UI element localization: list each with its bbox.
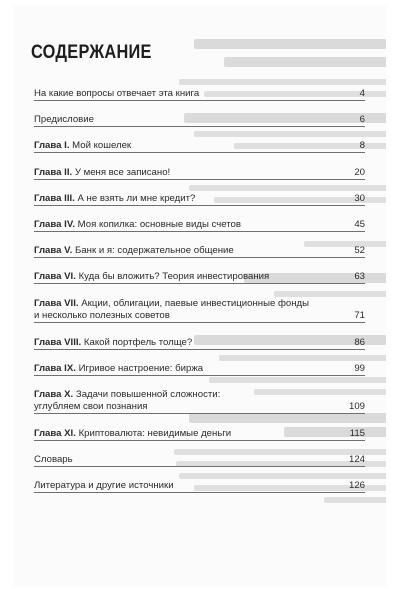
entry-title: Криптовалюта: невидимые деньги [75,427,232,439]
entry-page-number: 126 [348,480,365,492]
entry-chapter: Глава IV. [34,218,76,230]
entry-page-number: 20 [354,166,365,178]
entry-chapter: Глава II. [34,166,73,178]
entry-page-number: 124 [348,454,365,466]
entry-label-line [34,88,345,100]
entry-chapter: Глава VI. [34,271,76,283]
entry-title: На какие вопросы отвечает эта книга [34,88,200,99]
entry-label-line [34,219,345,231]
entry-title: А не взять ли мне кредит? [74,192,196,204]
toc-entry[interactable] [34,88,365,101]
entry-title: Банк и я: содержательное общение [72,245,234,257]
entry-title: Куда бы вложить? Теория инвестирования [75,271,270,283]
entry-label-line [34,480,345,492]
entry-page-number: 4 [359,88,365,99]
entry-page-number: 99 [354,362,365,374]
entry-label-line [34,454,345,466]
entry-title: Мой кошелек [69,140,132,152]
entry-title: Словарь [34,454,73,466]
entry-label-line [34,298,345,310]
entry-page-number: 45 [354,218,365,230]
entry-chapter: Глава V. [34,245,73,257]
table-of-contents [34,88,365,506]
entry-label-line [34,271,345,283]
toc-entry[interactable] [34,245,365,258]
entry-label-line [34,167,345,179]
entry-page-number: 8 [359,140,365,152]
entry-chapter: Глава III. [34,192,75,204]
entry-page-number: 30 [354,192,365,204]
entry-label-line [34,337,345,349]
entry-label-line [34,245,345,257]
entry-page-number: 109 [348,400,365,412]
toc-entry[interactable] [34,271,365,284]
entry-title-continued: и несколько полезных советов [34,309,170,321]
book-page [14,5,386,587]
entry-page-number: 63 [354,271,365,283]
entry-chapter: Глава VII. [34,297,79,309]
entry-page-number: 71 [354,309,365,321]
entry-title: Игривое настроение: биржа [75,362,204,374]
entry-title-continued: углубляем свои познания [34,400,148,412]
toc-entry[interactable] [34,167,365,180]
toc-entry[interactable] [34,454,365,467]
entry-page-number: 115 [349,427,365,439]
entry-label-line [34,389,345,401]
toc-entry[interactable] [34,298,365,323]
toc-entry[interactable] [34,219,365,232]
entry-chapter: Глава VIII. [34,336,82,348]
entry-chapter: Глава XI. [34,427,76,439]
entry-label-line [34,140,345,152]
toc-entry[interactable] [34,114,365,127]
entry-chapter: Глава I. [34,140,70,152]
toc-entry[interactable] [34,389,365,414]
entry-title: Предисловие [34,114,94,126]
entry-page-number: 6 [359,114,365,126]
toc-entry[interactable] [34,140,365,153]
toc-entry[interactable] [34,363,365,376]
toc-entry[interactable] [34,480,365,493]
entry-chapter: Глава X. [34,388,74,400]
entry-label-line [34,193,345,205]
entry-title: Моя копилка: основные виды счетов [75,218,241,230]
entry-page-number: 52 [354,245,365,257]
entry-label-line [34,363,345,375]
entry-title: Акции, облигации, паевые инвестиционные фонды [78,297,309,309]
toc-entry[interactable] [34,337,365,350]
entry-label-line [34,428,345,440]
toc-entry[interactable] [34,193,365,206]
entry-title: Литература и другие источники [34,480,174,492]
contents-title: СОДЕРЖАНИЕ [31,42,152,63]
entry-title: Какой портфель толще? [81,336,193,348]
entry-label-line [34,114,345,126]
entry-title: У меня все записано! [72,166,171,178]
entry-page-number: 86 [354,336,365,348]
entry-title: Задачи повышенной сложности: [73,388,221,400]
entry-chapter: Глава IX. [34,362,76,374]
toc-entry[interactable] [34,428,365,441]
